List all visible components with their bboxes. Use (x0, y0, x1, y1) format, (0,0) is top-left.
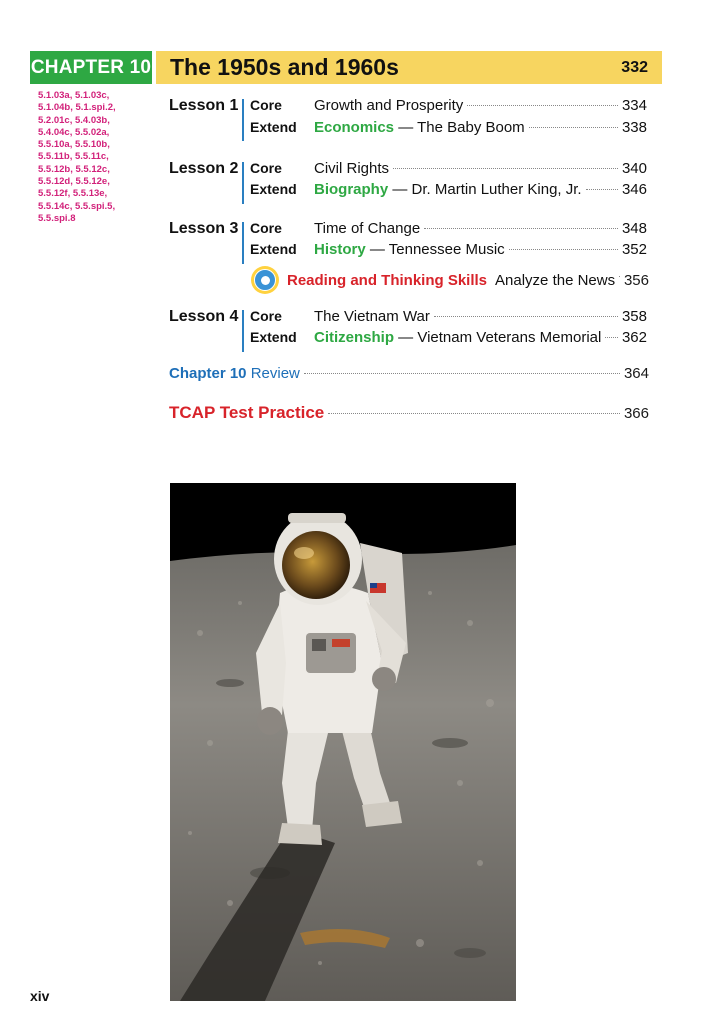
extend-label: Extend (250, 329, 297, 345)
standard-line: 5.2.01c, 5.4.03b, (38, 114, 110, 126)
standard-line: 5.5.spi.8 (38, 212, 76, 224)
standard-line: 5.5.10a, 5.5.10b, (38, 139, 110, 151)
reading-thinking-skills-row[interactable] (251, 265, 649, 295)
lesson-label: Lesson 1 (169, 97, 239, 114)
dot-leader (328, 413, 620, 414)
lesson-1-core-row[interactable] (250, 97, 647, 118)
dot-leader (393, 168, 618, 169)
dot-leader (304, 373, 620, 374)
dot-leader (605, 337, 618, 338)
skills-subtitle: Analyze the News (495, 271, 616, 289)
lesson-3-core-row[interactable] (250, 220, 647, 241)
dot-leader (467, 105, 618, 106)
review-label: Review (250, 365, 300, 382)
page-number: 366 (623, 405, 649, 422)
extend-category: Economics (314, 119, 395, 136)
dash: — (388, 181, 412, 198)
dot-leader (619, 276, 620, 277)
tcap-practice-row[interactable] (169, 403, 649, 427)
lesson-3 (169, 220, 649, 266)
extend-title: Tennessee Music (388, 241, 505, 258)
lesson-4-extend-row[interactable] (250, 329, 647, 350)
lesson-1 (169, 97, 649, 143)
extend-label: Extend (250, 119, 297, 135)
lesson-2-extend-row[interactable] (250, 181, 647, 202)
lesson-label: Lesson 4 (169, 308, 239, 325)
extend-title: Dr. Martin Luther King, Jr. (411, 181, 582, 198)
extend-title: The Baby Boom (417, 119, 525, 136)
dot-leader (434, 316, 618, 317)
reading-skills-badge-icon (251, 266, 279, 294)
dash: — (365, 241, 389, 258)
page-folio: xiv (30, 988, 50, 1004)
astronaut-on-moon-photo (170, 483, 516, 1001)
standard-line: 5.1.03a, 5.1.03c, (38, 90, 110, 101)
review-chapter: Chapter 10 (169, 365, 247, 382)
lesson-divider (242, 310, 244, 352)
chapter-title-band (156, 51, 662, 84)
lesson-2-core-row[interactable] (250, 160, 647, 181)
dash: — (394, 329, 418, 346)
page-number: 338 (621, 119, 647, 136)
core-title: The Vietnam War (314, 308, 430, 325)
dot-leader (586, 189, 618, 190)
dot-leader (509, 249, 618, 250)
page-number: 346 (621, 181, 647, 198)
dash: — (394, 119, 418, 136)
chapter-review-row[interactable] (169, 365, 649, 387)
extend-label: Extend (250, 181, 297, 197)
page-number: 362 (621, 329, 647, 346)
standard-line: 5.5.12b, 5.5.12c, (38, 163, 110, 175)
dot-leader (424, 228, 618, 229)
standard-line: 5.5.12f, 5.5.13e, (38, 188, 108, 200)
page-number: 364 (623, 365, 649, 382)
standard-line: 5.5.11b, 5.5.11c, (38, 151, 109, 163)
core-title: Growth and Prosperity (314, 97, 464, 114)
standard-line: 5.5.14c, 5.5.spi.5, (38, 200, 116, 212)
lesson-2 (169, 160, 649, 206)
lesson-4 (169, 308, 649, 354)
lesson-1-extend-row[interactable] (250, 119, 647, 140)
core-label: Core (250, 160, 282, 176)
extend-title: Vietnam Veterans Memorial (417, 329, 602, 346)
extend-category: Biography (314, 181, 389, 198)
tcap-label: TCAP Test Practice (169, 403, 325, 422)
core-label: Core (250, 220, 282, 236)
page-number: 340 (621, 160, 647, 177)
standard-line: 5.5.12d, 5.5.12e, (38, 176, 110, 188)
chapter-label: CHAPTER 10 (30, 51, 152, 84)
standard-line: 5.4.04c, 5.5.02a, (38, 126, 110, 138)
page-number: 334 (621, 97, 647, 114)
standard-line: 5.1.04b, 5.1.spi.2, (38, 102, 116, 114)
page-number: 356 (623, 271, 649, 289)
page-number: 348 (621, 220, 647, 237)
core-title: Time of Change (314, 220, 421, 237)
extend-category: History (314, 241, 366, 258)
page-number: 358 (621, 308, 647, 325)
skills-title: Reading and Thinking Skills (287, 271, 488, 289)
page-number: 352 (621, 241, 647, 258)
lesson-divider (242, 99, 244, 141)
core-label: Core (250, 308, 282, 324)
lesson-divider (242, 162, 244, 204)
lesson-label: Lesson 2 (169, 160, 239, 177)
chapter-title: The 1950s and 1960s (170, 54, 399, 80)
dot-leader (529, 127, 618, 128)
lesson-label: Lesson 3 (169, 220, 239, 237)
lesson-3-extend-row[interactable] (250, 241, 647, 262)
chapter-page-number: 332 (621, 58, 648, 76)
standards-list (38, 90, 150, 225)
extend-category: Citizenship (314, 329, 395, 346)
core-label: Core (250, 97, 282, 113)
lesson-4-core-row[interactable] (250, 308, 647, 329)
lesson-divider (242, 222, 244, 264)
core-title: Civil Rights (314, 160, 390, 177)
extend-label: Extend (250, 241, 297, 257)
